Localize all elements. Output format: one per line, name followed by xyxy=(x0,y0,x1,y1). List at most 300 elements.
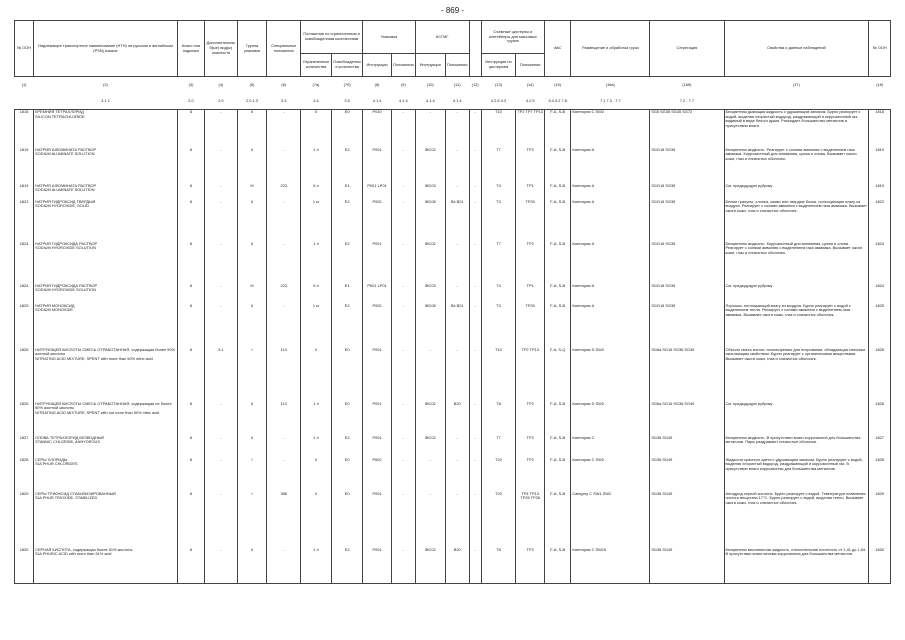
section-reference xyxy=(869,93,891,110)
ibc-instruction: IBC02 xyxy=(415,436,445,458)
column-number: (5) xyxy=(249,81,255,87)
un-number-right: 1829 xyxy=(869,492,891,548)
packing-instruction: P001 xyxy=(363,436,392,458)
psn-russian: СЕРНАЯ КИСЛОТА, содержащая более 51% кислоты xyxy=(35,547,133,552)
limited-quantity: 1 л xyxy=(300,436,331,458)
un-number-right: 1824 xyxy=(869,284,891,304)
un-number-right: 1830 xyxy=(869,548,891,584)
tank-provision: TP33 xyxy=(516,304,545,348)
shipping-name xyxy=(34,148,178,184)
stowage: Категория A xyxy=(571,184,650,200)
col-12: - xyxy=(469,200,481,242)
column-number-row xyxy=(15,77,891,94)
header-ibc: КСГМГ xyxy=(415,21,469,54)
psn-english: SODIUM HYDROXIDE SOLUTION xyxy=(35,287,96,293)
tank-instruction: T4 xyxy=(481,284,516,304)
column-number: (11) xyxy=(453,81,461,87)
ibc-instruction: IBC02 xyxy=(415,402,445,436)
psn-english: SODIUM MONOXIDE xyxy=(35,307,73,313)
packing-provision: - xyxy=(391,402,415,436)
segregation: SGG18 SG35 xyxy=(650,304,724,348)
un-number-right: 1819 xyxy=(869,184,891,200)
stowage: Категория A xyxy=(571,304,650,348)
packing-instruction: P001 LP01 xyxy=(363,184,392,200)
header-un-no: № ООН xyxy=(15,21,34,77)
limited-quantity: 1 л xyxy=(300,402,331,436)
ems: F-A, S-B xyxy=(545,148,571,184)
column-number: (6) xyxy=(281,81,287,87)
tank-instruction: T7 xyxy=(481,242,516,284)
ems: F-A, S-B xyxy=(545,242,571,284)
excepted-quantity: E2 xyxy=(332,436,363,458)
class: 8 xyxy=(177,242,205,284)
segregation: SGG18 SG35 xyxy=(650,184,724,200)
psn-russian: СЕРЫ ХЛОРИДЫ xyxy=(35,457,68,462)
special-provisions: 223 xyxy=(267,284,301,304)
un-number-right: 1828 xyxy=(869,458,891,492)
subsidiary-hazard: - xyxy=(205,458,237,492)
psn-russian: НАТРИЯ АЛЮМИНАТА РАСТВОР xyxy=(35,147,97,152)
column-number: (15) xyxy=(554,81,562,87)
packing-instruction: P001 xyxy=(363,402,392,436)
ems: F-A, S-B xyxy=(545,284,571,304)
properties: См. предыдущую рубрику xyxy=(724,184,869,200)
column-number: (2) xyxy=(103,81,108,87)
segregation: SG6a SG16 SG36 SG49 xyxy=(650,348,724,402)
un-number: 1826 xyxy=(15,348,34,402)
col-12: - xyxy=(469,402,481,436)
psn-english: SODIUM HYDROXIDE, SOLID xyxy=(35,203,89,209)
excepted-quantity: E1 xyxy=(332,284,363,304)
packing-provision: - xyxy=(391,436,415,458)
special-provisions: 113 xyxy=(267,348,301,402)
section-reference: 4.2.5 4.3 xyxy=(481,93,516,110)
psn-russian: ОЛОВА ТЕТРАХЛОРИД БЕЗВОДНЫЙ xyxy=(35,435,104,440)
header-limited-excepted: Положения по ограниченным и освобожденным количествам xyxy=(300,21,362,54)
table-row xyxy=(15,458,891,492)
table-row xyxy=(15,492,891,548)
class: 8 xyxy=(177,492,205,548)
tank-provision: TP2 xyxy=(516,548,545,584)
ibc-provision: - xyxy=(445,492,469,548)
properties: Обычно смесь кислот, используемых для нитрования, обладающая сильным окисляющим свойством. Бурно реагирует с органическими веществами. Вызывает ожоги кожи, глаз и слизистых оболочек. xyxy=(724,348,869,402)
packing-provision: - xyxy=(391,492,415,548)
limited-quantity: 0 xyxy=(300,348,331,402)
tank-provision: TP4 TP13 TP25 TP26 xyxy=(516,492,545,548)
shipping-name xyxy=(34,348,178,402)
header-tanks: Съемные цистерны и контейнеры для массовых грузов xyxy=(481,21,544,54)
section-reference xyxy=(724,93,869,110)
dangerous-goods-list-table xyxy=(14,20,891,584)
un-number-right: 1825 xyxy=(869,304,891,348)
col-12: - xyxy=(469,548,481,584)
section-reference: 4.1.4 xyxy=(445,93,469,110)
tank-provision: TP2 xyxy=(516,436,545,458)
excepted-quantity: E0 xyxy=(332,110,363,148)
section-reference: 4.1.4 xyxy=(391,93,415,110)
psn-english: SULPHUR TRIOXIDE, STABILIZED xyxy=(35,495,98,501)
psn-english: NITRATING ACID MIXTURE, SPENT with more than 50% nitric acid xyxy=(35,355,153,361)
shipping-name xyxy=(34,284,178,304)
section-reference: 3.4 xyxy=(300,93,331,110)
stowage: Категория A xyxy=(571,200,650,242)
un-number: 1824 xyxy=(15,242,34,284)
excepted-quantity: E2 xyxy=(332,148,363,184)
properties: Белые гранулы, хлопья, комки или твердые блоки, поглощающие влагу из воздуха. Реагирует с солями аммония с выделением газа аммиака. Вызывает ожоги кожи, глаз и слизистых оболочек. xyxy=(724,200,869,242)
properties: Порошок, поглощающий влагу из воздуха. Бурно реагирует с водой с выделением тепла. Реагирует с солями аммония с выделением газа аммиака. Вызывает ожоги кожи, глаз и слизистых оболочек. xyxy=(724,304,869,348)
limited-quantity: 0 xyxy=(300,492,331,548)
section-reference: 4.1.4 xyxy=(415,93,445,110)
properties: Ангидрид серной кислоты. Бурно реагирует с водой. Температура плавления чистого вещества 17°С. Бурно реагирует с водой, выделяя тепло. Вызывает ожоги кожи, глаз и слизистых оболочек. xyxy=(724,492,869,548)
tank-instruction: T20 xyxy=(481,458,516,492)
properties: Бесцветная маслянистая жидкость, относительная плотность от 1,41 до 1,84. В присутствии влаги весьма коррозионна для большинства металлов. xyxy=(724,548,869,584)
packing-group: I xyxy=(237,348,267,402)
col-12: - xyxy=(469,242,481,284)
table-row xyxy=(15,402,891,436)
shipping-name xyxy=(34,402,178,436)
limited-quantity: 1 л xyxy=(300,148,331,184)
un-number-right: 1819 xyxy=(869,148,891,184)
tank-instruction: T7 xyxy=(481,436,516,458)
packing-instruction: P001 xyxy=(363,492,392,548)
un-number: 1830 xyxy=(15,548,34,584)
packing-provision: - xyxy=(391,284,415,304)
un-number: 1825 xyxy=(15,304,34,348)
header-packing-instructions: Инструкции xyxy=(363,54,392,77)
ibc-instruction: - xyxy=(415,348,445,402)
header-packing: Упаковка xyxy=(363,21,416,54)
ibc-provision: B20 xyxy=(445,548,469,584)
table-row xyxy=(15,148,891,184)
packing-group: II xyxy=(237,110,267,148)
packing-instruction: P001 xyxy=(363,148,392,184)
table-row xyxy=(15,284,891,304)
col-12: - xyxy=(469,436,481,458)
psn-english: SILICON TETRACHLORIDE xyxy=(35,113,85,119)
excepted-quantity: E2 xyxy=(332,242,363,284)
ibc-instruction: IBC02 xyxy=(415,148,445,184)
stowage: Категория C SW15 xyxy=(571,548,650,584)
subsidiary-hazard: - xyxy=(205,548,237,584)
class: 8 xyxy=(177,548,205,584)
limited-quantity: 0 xyxy=(300,458,331,492)
class: 8 xyxy=(177,184,205,200)
un-number-right: 1824 xyxy=(869,242,891,284)
tank-provision: TP33 xyxy=(516,200,545,242)
segregation: SGG18 SG35 xyxy=(650,148,724,184)
properties: См. предыдущую рубрику xyxy=(724,402,869,436)
packing-instruction: P602 xyxy=(363,458,392,492)
stowage: Категория D SW2 xyxy=(571,348,650,402)
table-row xyxy=(15,348,891,402)
segregation: SGG18 SG35 xyxy=(650,200,724,242)
ibc-provision: B4 B21 xyxy=(445,200,469,242)
stowage: Категория C xyxy=(571,436,650,458)
stowage: Категория C SW2 xyxy=(571,458,650,492)
un-number-right: 1826 xyxy=(869,348,891,402)
header-class: Класс или подкласс xyxy=(177,21,205,77)
packing-provision: - xyxy=(391,184,415,200)
tank-provision: TP2 xyxy=(516,148,545,184)
un-number: 1823 xyxy=(15,200,34,242)
ems: F-A, S-B xyxy=(545,200,571,242)
packing-group: II xyxy=(237,436,267,458)
section-reference: 4.2.5 xyxy=(516,93,545,110)
shipping-name xyxy=(34,242,178,284)
tank-instruction: T7 xyxy=(481,148,516,184)
special-provisions: 113 xyxy=(267,402,301,436)
header-tank-instructions: Инструкции по цистернам xyxy=(481,54,516,77)
header-segregation: Сегрегация xyxy=(650,21,724,77)
ems: F-A, S-B xyxy=(545,548,571,584)
tank-provision: TP1 xyxy=(516,284,545,304)
col-12: - xyxy=(469,284,481,304)
column-number: (10) xyxy=(426,81,434,87)
column-number: (8) xyxy=(374,81,380,87)
stowage: Категория D SW2 xyxy=(571,402,650,436)
subsidiary-hazard: - xyxy=(205,284,237,304)
limited-quantity: 5 л xyxy=(300,184,331,200)
ems: F-A, S-Q xyxy=(545,348,571,402)
packing-provision: - xyxy=(391,242,415,284)
section-reference: 2.0.1.3 xyxy=(237,93,267,110)
excepted-quantity: E2 xyxy=(332,304,363,348)
class: 8 xyxy=(177,110,205,148)
properties: Жидкости красного цвета с удушающим запахом. Бурно реагируют с водой, выделяя хлористый водород, раздражающий и коррозионный газ. В присутствии влаги коррозионны для большинства металлов. xyxy=(724,458,869,492)
column-number: (12) xyxy=(471,81,479,87)
shipping-name xyxy=(34,436,178,458)
tank-provision: TP2 xyxy=(516,402,545,436)
section-reference: 7.2 - 7.7 xyxy=(650,93,724,110)
packing-group: III xyxy=(237,184,267,200)
ibc-instruction: IBC08 xyxy=(415,200,445,242)
col-12: - xyxy=(469,348,481,402)
ibc-provision: - xyxy=(445,458,469,492)
packing-provision: - xyxy=(391,458,415,492)
class: 8 xyxy=(177,402,205,436)
column-number: (16a) xyxy=(605,81,615,87)
limited-quantity: 1 кг xyxy=(300,200,331,242)
shipping-name xyxy=(34,110,178,148)
packing-provision: - xyxy=(391,304,415,348)
header-ems: АвС xyxy=(545,21,571,77)
tank-instruction: T3 xyxy=(481,200,516,242)
column-number: (16б) xyxy=(682,81,692,87)
ems: F-A, S-B xyxy=(545,458,571,492)
stowage: Категория A xyxy=(571,148,650,184)
psn-russian: НИТРУЮЩЕЙ КИСЛОТЫ СМЕСЬ ОТРАБОТАННАЯ, содержащая более 50% азотной кислоты xyxy=(35,347,176,357)
un-number-right: 1823 xyxy=(869,200,891,242)
special-provisions: 386 xyxy=(267,492,301,548)
subsidiary-hazard: - xyxy=(205,184,237,200)
ems: F-A, S-B xyxy=(545,184,571,200)
psn-english: SODIUM HYDROXIDE SOLUTION xyxy=(35,245,96,251)
ibc-instruction: - xyxy=(415,458,445,492)
section-reference xyxy=(469,93,481,110)
ibc-provision: - xyxy=(445,436,469,458)
tank-instruction: T4 xyxy=(481,184,516,200)
header-col-12 xyxy=(469,21,481,77)
shipping-name xyxy=(34,458,178,492)
stowage: Category C SW1 SW2 xyxy=(571,492,650,548)
psn-english: SULPHURIC ACID with more than 51% acid xyxy=(35,551,112,557)
class: 8 xyxy=(177,200,205,242)
limited-quantity: 1 л xyxy=(300,548,331,584)
properties: См. предыдущую рубрику xyxy=(724,284,869,304)
ibc-instruction: IBC02 xyxy=(415,548,445,584)
un-number-right: 1826 xyxy=(869,402,891,436)
packing-provision: - xyxy=(391,148,415,184)
header-ibc-provisions: Положения xyxy=(445,54,469,77)
header-un-no-right: № ООН xyxy=(869,21,891,77)
packing-instruction: P002 xyxy=(363,304,392,348)
packing-provision: - xyxy=(391,348,415,402)
ibc-instruction: - xyxy=(415,492,445,548)
limited-quantity: 0 xyxy=(300,110,331,148)
header-limited: Ограниченные количества xyxy=(300,54,331,77)
column-number: (7б) xyxy=(343,81,351,87)
properties: Бесцветная жидкость. Коррозионный для алюминия, цинка и олова. Реагирует с солями аммония с выделением газа аммиака. Вызывает ожоги кожи, глаз и слизистых оболочек. xyxy=(724,242,869,284)
class: 8 xyxy=(177,458,205,492)
limited-quantity: 5 л xyxy=(300,284,331,304)
tank-instruction: T10 xyxy=(481,110,516,148)
section-reference: 2.0 xyxy=(205,93,237,110)
packing-group: I xyxy=(237,492,267,548)
special-provisions: - xyxy=(267,436,301,458)
shipping-name xyxy=(34,548,178,584)
segregation: SG36 SG49 xyxy=(650,458,724,492)
ibc-provision: - xyxy=(445,110,469,148)
un-number: 1829 xyxy=(15,492,34,548)
special-provisions: - xyxy=(267,110,301,148)
psn-russian: КРЕМНИЯ ТЕТРАХЛОРИД xyxy=(35,109,84,114)
column-number: (1) xyxy=(21,81,27,87)
segregation: SG5 SG36 SG45 SG72 xyxy=(650,110,724,148)
header-properties: Свойства и данные наблюдений xyxy=(724,21,869,77)
special-provisions: - xyxy=(267,548,301,584)
excepted-quantity: E2 xyxy=(332,200,363,242)
ems: F-A, S-B xyxy=(545,304,571,348)
segregation: SGG18 SG35 xyxy=(650,242,724,284)
stowage: Категория A xyxy=(571,242,650,284)
shipping-name xyxy=(34,184,178,200)
un-number: 1818 xyxy=(15,110,34,148)
tank-provision: TP2 TP13 xyxy=(516,348,545,402)
psn-english: SODIUM ALUMINATE SOLUTION xyxy=(35,187,95,193)
table-row xyxy=(15,548,891,584)
packing-instruction: P001 xyxy=(363,348,392,402)
header-excepted: Освобожденные количества xyxy=(332,54,363,77)
psn-russian: НАТРИЯ АЛЮМИНАТА РАСТВОР xyxy=(35,183,97,188)
col-12: - xyxy=(469,492,481,548)
segregation: SG6a SG16 SG36 SG49 xyxy=(650,402,724,436)
excepted-quantity: E2 xyxy=(332,548,363,584)
packing-instruction: P001 xyxy=(363,242,392,284)
column-number: (17) xyxy=(792,81,800,87)
ibc-instruction: IBC08 xyxy=(415,304,445,348)
table-row xyxy=(15,436,891,458)
stowage: Категория C SW2 xyxy=(571,110,650,148)
segregation: SG36 SG49 xyxy=(650,436,724,458)
ibc-provision: - xyxy=(445,184,469,200)
tank-provision: TP1 xyxy=(516,184,545,200)
table-row xyxy=(15,200,891,242)
header-psn: Надлежащее транспортное наименование (НТН) на русском и английском (PSN) языках xyxy=(34,21,178,77)
stowage: Категория A xyxy=(571,284,650,304)
excepted-quantity: E0 xyxy=(332,458,363,492)
class: 8 xyxy=(177,436,205,458)
class: 8 xyxy=(177,148,205,184)
limited-quantity: 1 л xyxy=(300,242,331,284)
un-number: 1826 xyxy=(15,402,34,436)
section-reference: 7.1 7.3 - 7.7 xyxy=(571,93,650,110)
section-reference: 4.1.4 xyxy=(363,93,392,110)
special-provisions: - xyxy=(267,148,301,184)
subsidiary-hazard: 5.1 xyxy=(205,348,237,402)
column-number: (9) xyxy=(400,81,406,87)
packing-group: II xyxy=(237,148,267,184)
ibc-instruction: - xyxy=(415,110,445,148)
un-number: 1819 xyxy=(15,148,34,184)
ibc-instruction: IBC02 xyxy=(415,242,445,284)
ibc-provision: - xyxy=(445,242,469,284)
special-provisions: - xyxy=(267,200,301,242)
un-number: 1828 xyxy=(15,458,34,492)
packing-group: III xyxy=(237,284,267,304)
header-ibc-instructions: Инструкции xyxy=(415,54,445,77)
psn-english: SODIUM ALUMINATE SOLUTION xyxy=(35,151,95,157)
class: 8 xyxy=(177,304,205,348)
subsidiary-hazard: - xyxy=(205,200,237,242)
col-12: - xyxy=(469,458,481,492)
tank-provision: TP2 TP7 TP13 xyxy=(516,110,545,148)
special-provisions: - xyxy=(267,304,301,348)
col-12: - xyxy=(469,148,481,184)
ibc-provision: - xyxy=(445,348,469,402)
un-number-right: 1827 xyxy=(869,436,891,458)
un-number: 1824 xyxy=(15,284,34,304)
column-number: (14) xyxy=(526,81,534,87)
packing-instruction: P002 xyxy=(363,200,392,242)
tank-provision: TP2 xyxy=(516,458,545,492)
properties: Бесцветная жидкость. Реагирует с солями аммония с выделением газа аммиака. Коррозионный для алюминия, цинка и олова. Вызывает ожоги кожи, глаз и слизистых оболочек. xyxy=(724,148,869,184)
subsidiary-hazard: - xyxy=(205,492,237,548)
packing-instruction: P010 xyxy=(363,110,392,148)
section-reference: 2.0 xyxy=(177,93,205,110)
section-reference: 3.3 xyxy=(267,93,301,110)
special-provisions: 223 xyxy=(267,184,301,200)
psn-english: SULPHUR CHLORIDES xyxy=(35,461,78,467)
section-reference xyxy=(15,93,34,110)
psn-russian: НИТРУЮЩЕЙ КИСЛОТЫ СМЕСЬ ОТРАБОТАННАЯ, содержащая не более 50% азотной кислоты xyxy=(35,401,172,411)
column-number: (3) xyxy=(188,81,194,87)
class: 8 xyxy=(177,348,205,402)
column-number: (13) xyxy=(495,81,502,87)
packing-instruction: P001 xyxy=(363,548,392,584)
header-packing-group: Группа упаковки xyxy=(237,21,267,77)
special-provisions: - xyxy=(267,458,301,492)
table-row xyxy=(15,110,891,148)
excepted-quantity: E0 xyxy=(332,492,363,548)
packing-provision: - xyxy=(391,110,415,148)
psn-russian: СЕРЫ ТРИОКСИД СТАБИЛИЗИРОВАННЫЙ xyxy=(35,491,116,496)
psn-russian: НАТРИЯ ГИДРОКСИД ТВЕРДЫЙ xyxy=(35,199,96,204)
excepted-quantity: E1 xyxy=(332,184,363,200)
packing-group: I xyxy=(237,458,267,492)
table-row xyxy=(15,242,891,284)
ems: F-A, S-B xyxy=(545,110,571,148)
subsidiary-hazard: - xyxy=(205,304,237,348)
